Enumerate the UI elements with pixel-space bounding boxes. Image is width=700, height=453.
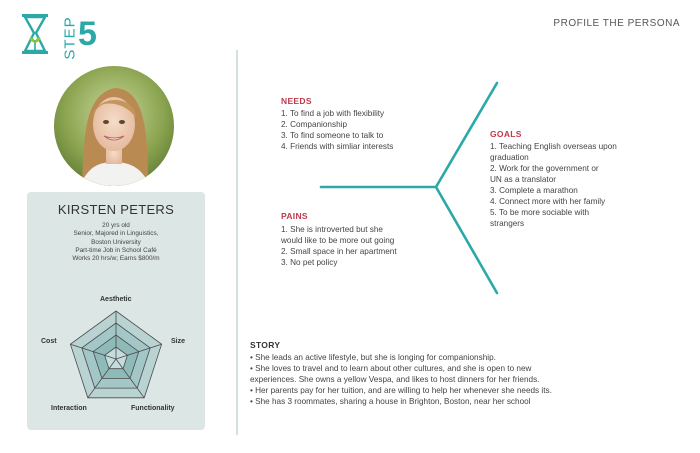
list-item: 3. No pet policy xyxy=(281,258,338,267)
list-item: strangers xyxy=(490,219,525,228)
list-item: • She loves to travel and to learn about other cultures, and she is open to new xyxy=(250,364,532,373)
persona-detail-line: Works 20 hrs/w; Earns $800/m xyxy=(72,255,160,263)
list-item: experiences. She owns a yellow Vespa, and likes to host dinners for her friends. xyxy=(250,375,540,384)
persona-name: KIRSTEN PETERS xyxy=(57,202,175,217)
persona-detail-line: Boston University xyxy=(91,238,141,246)
needs-title: NEEDS xyxy=(281,96,312,106)
list-item: 2. Small space in her apartment xyxy=(281,247,397,256)
list-item: 2. Work for the government or xyxy=(490,164,599,173)
step-number: 5 xyxy=(78,15,97,53)
pains-list xyxy=(281,224,397,268)
list-item: 1. To find a job with flexibility xyxy=(281,109,385,118)
needs-list xyxy=(281,108,393,152)
goals-title: GOALS xyxy=(490,129,522,139)
pains-title: PAINS xyxy=(281,211,308,221)
list-item: 4. Friends with simliar interests xyxy=(281,142,394,151)
list-item: 4. Connect more with her family xyxy=(490,197,606,206)
persona-detail-line: Senior, Majored in Linguistics, xyxy=(73,230,159,238)
radar-axis-label: Cost xyxy=(41,338,57,345)
list-item: 3. To find someone to talk to xyxy=(281,131,384,140)
story-title: STORY xyxy=(250,340,281,350)
goals-list xyxy=(490,141,617,229)
list-item: • She leads an active lifestyle, but she is longing for companionship. xyxy=(250,353,496,362)
step-label: STEP xyxy=(61,16,79,60)
radar-axis-label: Interaction xyxy=(51,405,87,412)
list-item: graduation xyxy=(490,153,529,162)
list-item: 2. Companionship xyxy=(281,120,347,129)
list-item: 1. She is introverted but she xyxy=(281,225,383,234)
page-title: PROFILE THE PERSONA xyxy=(553,18,680,29)
persona-detail-line: 20 yrs old xyxy=(102,222,130,229)
list-item: • Her parents pay for her tuition, and are willing to help her whenever she needs its. xyxy=(250,386,552,395)
list-item: UN as a translator xyxy=(490,175,556,184)
list-item: 1. Teaching English overseas upon xyxy=(490,142,617,151)
list-item: • She has 3 roommates, sharing a house in Brighton, Boston, near her school xyxy=(250,397,531,406)
radar-axis-label: Functionality xyxy=(131,405,175,412)
list-item: would like to be more out going xyxy=(281,236,395,245)
radar-axis-label: Aesthetic xyxy=(100,296,132,303)
list-item: 5. To be more sociable with xyxy=(490,208,590,217)
persona-detail-line: Part-time Job in School Café xyxy=(75,246,157,254)
story-list xyxy=(250,352,552,407)
radar-axis-label: Size xyxy=(171,338,186,345)
list-item: 3. Complete a marathon xyxy=(490,186,578,195)
